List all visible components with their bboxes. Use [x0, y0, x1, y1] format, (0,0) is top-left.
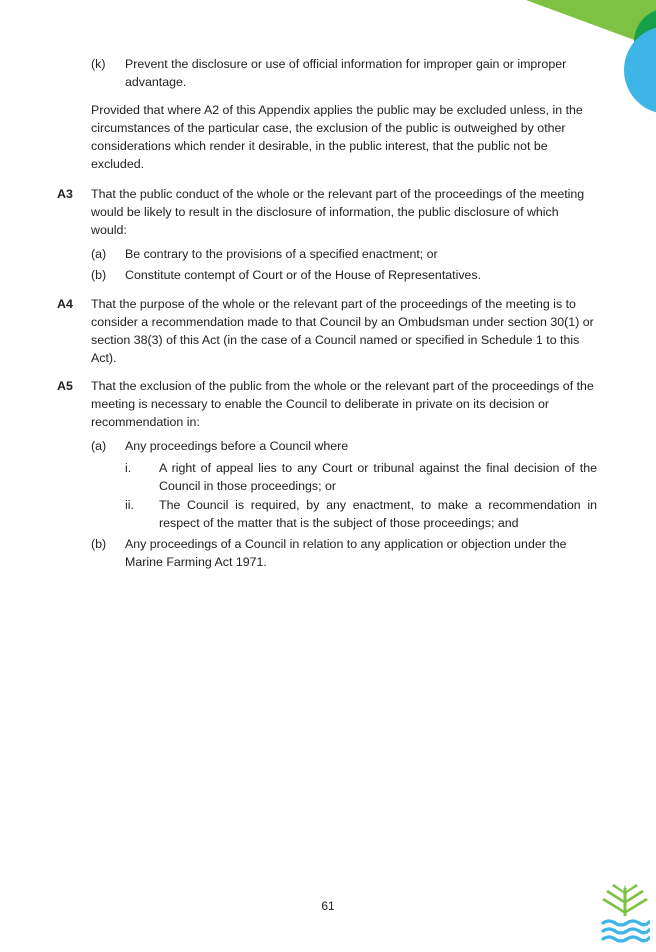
- item-text: Constitute contempt of Court or of the House of Representatives.: [125, 268, 482, 282]
- section-label: A3: [57, 187, 73, 201]
- item-label: (b): [91, 268, 107, 282]
- item-label: (a): [91, 439, 107, 453]
- section-a5: [57, 377, 597, 431]
- logo-wave: [603, 937, 649, 941]
- item-label: (a): [91, 247, 107, 261]
- section-text: That the public conduct of the whole or the relevant part of the proceedings of the meeting would be likely to result in the disclosure of information, the public disclosure of which would:: [91, 187, 585, 237]
- section-text: That the exclusion of the public from the whole or the relevant part of the proceedings of the meeting is necessary to enable the Council to deliberate in private on its decision or recommendation in:: [91, 379, 594, 429]
- list-item-i: [125, 459, 597, 495]
- item-text: Any proceedings of a Council in relation to any application or objection under the Marine Farming Act 1971.: [125, 537, 567, 569]
- item-text: Any proceedings before a Council where: [125, 439, 349, 453]
- list-item-b: [91, 535, 601, 571]
- item-label: (b): [91, 537, 107, 551]
- item-label: i.: [125, 461, 132, 475]
- item-text: A right of appeal lies to any Court or tribunal against the final decision of the Council in those proceedings; or: [159, 461, 597, 493]
- section-label: A4: [57, 297, 73, 311]
- list-item-a: [91, 437, 601, 455]
- item-label: (k): [91, 57, 106, 71]
- section-label: A5: [57, 379, 73, 393]
- item-text: Be contrary to the provisions of a specified enactment; or: [125, 247, 438, 261]
- list-item-b: [91, 266, 601, 284]
- list-item-k: [91, 55, 601, 91]
- section-a3: [57, 185, 597, 239]
- item-label: ii.: [125, 498, 134, 512]
- list-item-ii: [125, 496, 597, 532]
- proviso-paragraph: Provided that where A2 of this Appendix applies the public may be excluded unless, in the circumstances of the particular case, the exclusion of the public is outweighed by other considerations which render it desirable, in the public interest, that the public not be excluded.: [91, 103, 583, 171]
- item-text: Prevent the disclosure or use of official information for improper gain or improper advantage.: [125, 57, 567, 89]
- council-logo: [600, 880, 650, 946]
- list-item-a: [91, 245, 601, 263]
- logo-wave: [603, 929, 649, 933]
- corner-blue-circle: [624, 26, 656, 114]
- item-text: The Council is required, by any enactment, to make a recommendation in respect of the matter that is the subject of those proceedings; and: [159, 498, 597, 530]
- section-a4: [57, 295, 597, 367]
- page-number: 61: [321, 899, 335, 913]
- logo-stem: [624, 888, 627, 916]
- section-text: That the purpose of the whole or the relevant part of the proceedings of the meeting is to consider a recommendation made to that Council by an Ombudsman under section 30(1) or section 38(3) of this Act (in the case of a Council named or specified in Schedule 1 to this Act).: [91, 297, 594, 365]
- logo-wave: [603, 921, 649, 925]
